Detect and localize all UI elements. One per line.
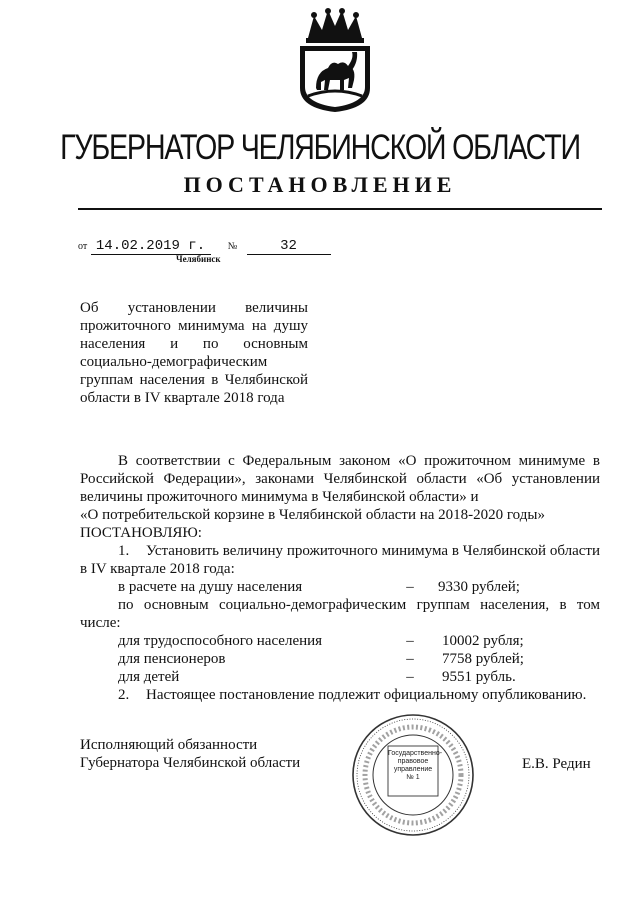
preamble-paragraph-end: «О потребительской корзине в Челябинской области на 2018-2020 годы» [80, 507, 545, 523]
coat-of-arms-emblem [294, 8, 376, 114]
decree-word: ПОСТАНОВЛЯЮ: [80, 525, 202, 541]
number-prefix: № [227, 241, 238, 252]
children-value: 9551 рубль. [442, 669, 516, 685]
groups-line: по основным социально-демографическим группам населения, в том числе: [80, 597, 600, 631]
document-meta [78, 237, 331, 255]
signatory-position-line2: Губернатора Челябинской области [80, 755, 301, 771]
item-2-number: 2. [118, 687, 130, 703]
working-label: для трудоспособного населения [118, 633, 323, 649]
seal-line-3: управление [393, 766, 433, 773]
per-capita-dash: – [406, 579, 414, 595]
per-capita-value: 9330 рублей; [438, 579, 520, 595]
pensioners-value: 7758 рублей; [442, 651, 524, 667]
preamble-paragraph: В соответствии с Федеральным законом «О прожиточном минимуме в Российской Федерации», законами Челябинской области «Об установлении величины прожиточного минимума в Челябинской области» и [80, 453, 600, 505]
issuer-title: ГУБЕРНАТОР ЧЕЛЯБИНСКОЙ ОБЛАСТИ [60, 128, 580, 167]
per-capita-label: в расчете на душу населения [118, 579, 303, 595]
seal-line-4: № 1 [406, 774, 420, 781]
document-number: 32 [247, 238, 331, 255]
seal-line-2: правовое [397, 758, 429, 765]
item-1-row [80, 542, 600, 560]
document-subject: Об установлении величины прожиточного минимума на душу населения и по основным социально-демографическим группам населения в Челябинской области в IV квартале 2018 года [80, 300, 308, 406]
item-2-row [80, 686, 600, 704]
date-prefix: от [78, 241, 88, 252]
children-label: для детей [118, 669, 180, 685]
children-row [80, 668, 600, 686]
document-body [80, 452, 600, 704]
header-divider [78, 208, 602, 210]
children-dash: – [406, 669, 414, 685]
working-value: 10002 рубля; [442, 633, 524, 649]
per-capita-row [80, 578, 600, 596]
document-type-title: ПОСТАНОВЛЕНИЕ [183, 172, 457, 197]
seal-center-text [388, 750, 443, 782]
item-2-text: Настоящее постановление подлежит официальному опубликованию. [146, 687, 587, 703]
document-date: 14.02.2019 г. [91, 238, 211, 255]
signatory-position-line1: Исполняющий обязанности [80, 737, 258, 753]
seal-line-1: Государственно- [388, 750, 443, 757]
signatory-position [80, 736, 300, 772]
pensioners-dash: – [406, 651, 414, 667]
pensioners-row [80, 650, 600, 668]
working-row [80, 632, 600, 650]
pensioners-label: для пенсионеров [118, 651, 226, 667]
working-dash: – [406, 633, 414, 649]
item-1-number: 1. [118, 543, 130, 559]
signatory-name: Е.В. Редин [522, 756, 591, 772]
document-city: Челябинск [176, 254, 221, 264]
item-1-text: Установить величину прожиточного минимума в Челябинской области в IV квартале 2018 года: [80, 543, 600, 577]
